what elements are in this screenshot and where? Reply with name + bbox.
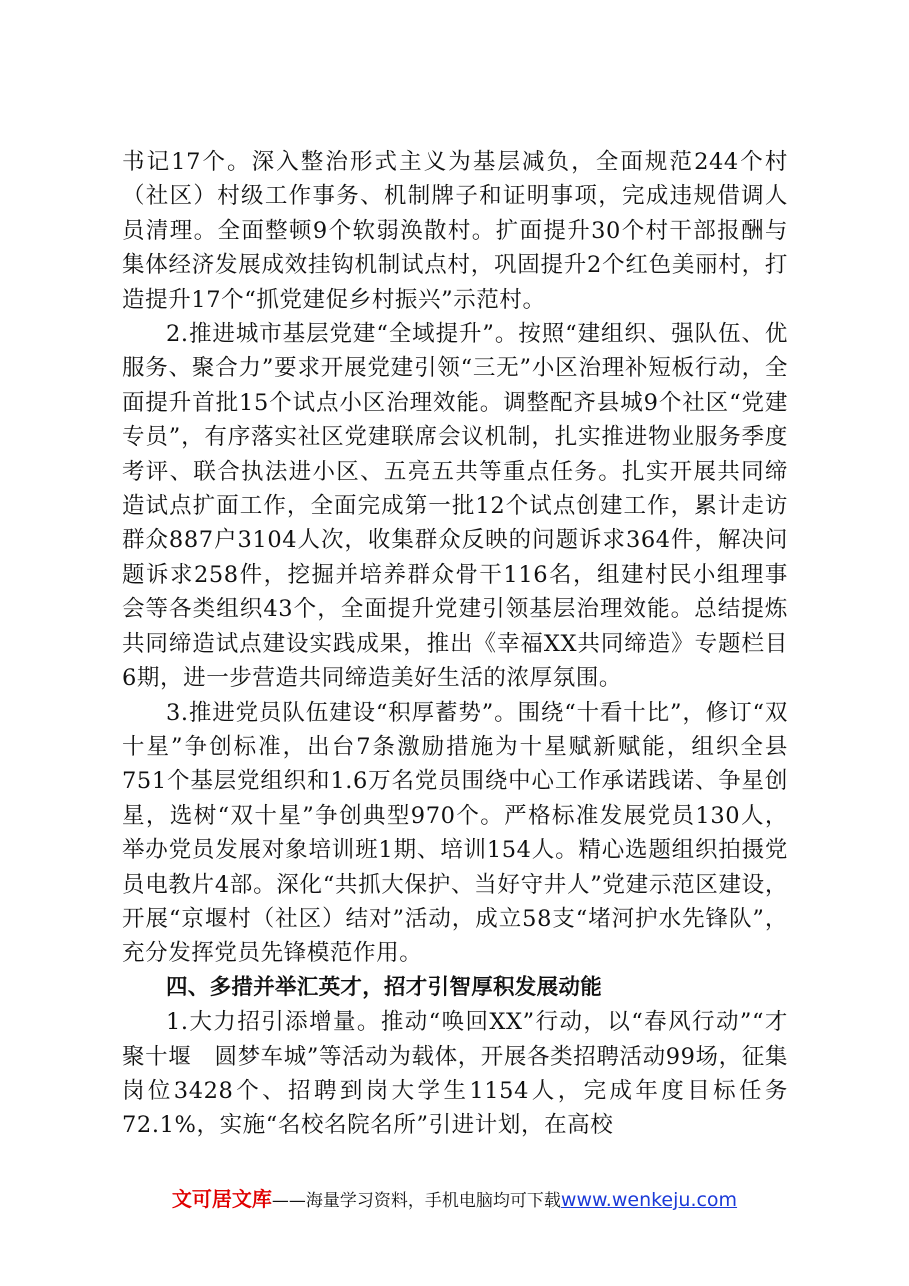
- footer-banner: [0, 1183, 909, 1212]
- document-body: [122, 145, 788, 1143]
- paragraph-continuation: 书记17个。深入整治形式主义为基层减负，全面规范244个村（社区）村级工作事务、机制牌子和证明事项，完成违规借调人员清理。全面整顿9个软弱涣散村。扩面提升30个村干部报酬与集体经济发展成效挂钩机制试点村，巩固提升2个红色美丽村，打造提升17个“抓党建促乡村振兴”示范村。: [122, 149, 788, 313]
- footer-tagline: ——海量学习资料，手机电脑均可下载: [271, 1191, 561, 1211]
- paragraph-urban-party-building: 2.推进城市基层党建“全域提升”。按照“建组织、强队伍、优服务、聚合力”要求开展党建引领“三无”小区治理补短板行动，全面提升首批15个试点小区治理效能。调整配齐县城9个社区“党建专员”，有序落实社区党建联席会议机制，扎实推进物业服务季度考评、联合执法进小区、五亮五共等重点任务。扎实开展共同缔造试点扩面工作，全面完成第一批12个试点创建工作，累计走访群众887户3104人次，收集群众反映的问题诉求364件，解决问题诉求258件，挖掘并培养群众骨干116名，组建村民小组理事会等各类组织43个，全面提升党建引领基层治理效能。总结提炼共同缔造试点建设实践成果，推出《幸福XX共同缔造》专题栏目6期，进一步营造共同缔造美好生活的浓厚氛围。: [122, 321, 788, 692]
- paragraph-party-member-team: 3.推进党员队伍建设“积厚蓄势”。围绕“十看十比”，修订“双十星”争创标准，出台7条激励措施为十星赋新赋能，组织全县751个基层党组织和1.6万名党员围绕中心工作承诺践诺、争星创星，选树“双十星”争创典型970个。严格标准发展党员130人，举办党员发展对象培训班1期、培训154人。精心选题组织拍摄党员电教片4部。深化“共抓大保护、当好守井人”党建示范区建设，开展“京堰村（社区）结对”活动，成立58支“堵河护水先锋队”，充分发挥党员先锋模范作用。: [122, 699, 788, 967]
- footer-link[interactable]: www.wenkeju.com: [560, 1189, 738, 1211]
- footer-brand: 文可居文库: [171, 1187, 272, 1211]
- section-heading: 四、多措并举汇英才，招才引智厚积发展动能: [166, 974, 603, 1000]
- paragraph-talent-recruitment: 1.大力招引添增量。推动“唤回XX”行动，以“春风行动”“才聚十堰 圆梦车城”等活动为载体，开展各类招聘活动99场，征集岗位3428个、招聘到岗大学生1154人，完成年度目标任务72.1%，实施“名校名院名所”引进计划，在高校: [122, 1009, 788, 1139]
